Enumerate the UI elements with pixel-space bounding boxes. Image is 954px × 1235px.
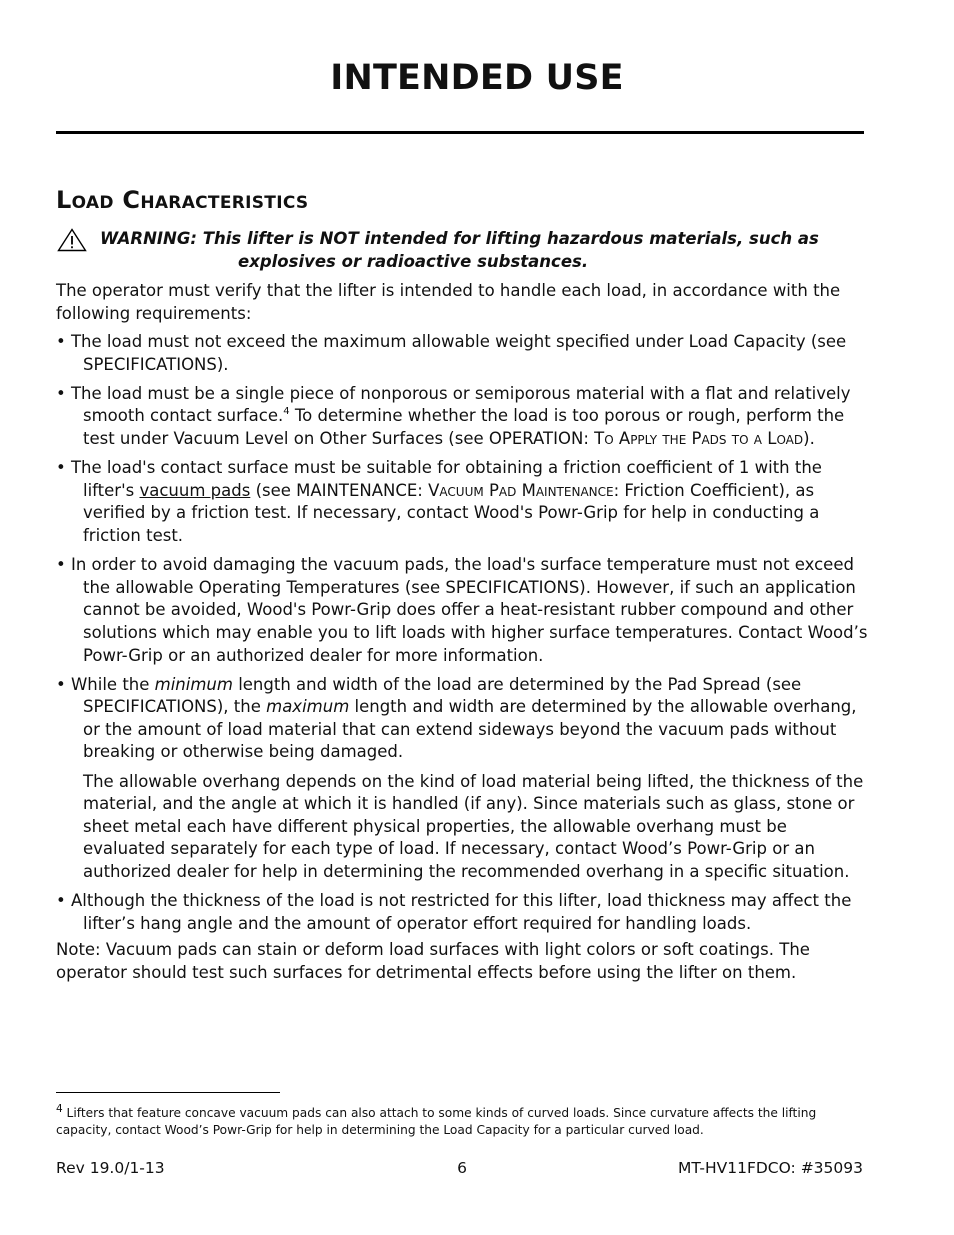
warning-line-2: explosives or radioactive substances.: [238, 252, 589, 271]
section-reference: To Apply the Pads to a Load: [594, 428, 804, 448]
text-segment: • The load's contact surface must be suitable for obtaining a friction coefficient of 1 with the lifter's: [56, 458, 822, 500]
warning-line-1: WARNING: This lifter is NOT intended for lifting hazardous materials, such as: [100, 229, 819, 248]
emphasis-minimum: minimum: [154, 674, 233, 694]
warning-triangle-icon: [57, 228, 87, 252]
list-item-friction: [56, 457, 868, 547]
footer-document-id: MT-HV11FDCO: #35093: [677, 1159, 863, 1177]
vacuum-pads-link[interactable]: vacuum pads: [139, 480, 251, 500]
list-item-dimensions: [56, 674, 868, 764]
list-item-weight: • The load must not exceed the maximum allowable weight specified under Load Capacity (see SPECIFICATIONS).: [56, 332, 847, 374]
section-reference: Vacuum Pad Maintenance: [428, 480, 614, 500]
requirements-list: [56, 331, 868, 942]
text-segment: To determine whether the load is too porous or rough, perform the test under Vacuum Level on Other Surfaces (see OPERATION:: [83, 406, 845, 448]
text-segment: length and width are determined by the allowable overhang, or the amount of load material that can extend sideways beyond the vacuum pads without breaking or otherwise being damaged.: [83, 697, 857, 762]
overhang-paragraph: The allowable overhang depends on the kind of load material being lifted, the thickness of the material, and the angle at which it is handled (if any). Since materials such as glass, stone or sheet metal each have different physical properties, the allowable overhang must be evaluated separately for each type of load. If necessary, contact Wood’s Powr-Grip or an authorized dealer for help in determining the recommended overhang in a specific situation.: [83, 771, 864, 882]
page-title: INTENDED USE: [330, 58, 624, 98]
intro-paragraph: The operator must verify that the lifter is intended to handle each load, in accordance with the following requirements:: [56, 281, 841, 323]
footnote-number: 4: [56, 1103, 63, 1115]
text-segment: • While the: [56, 674, 155, 694]
footnote-divider: [56, 1092, 280, 1093]
text-segment: length and width of the load are determined by the Pad Spread (see SPECIFICATIONS), the: [83, 674, 802, 717]
section-heading: Load Characteristics: [56, 186, 309, 214]
text-segment: ).: [803, 428, 815, 448]
list-item-thickness: • Although the thickness of the load is not restricted for this lifter, load thickness may affect the lifter’s hang angle and the amount of operator effort required for handling loads.: [56, 891, 852, 933]
warning-message: [100, 227, 860, 273]
title-divider: [56, 131, 864, 134]
text-segment: : Friction Coefficient), as verified by a friction test. If necessary, contact Wood's Powr-Grip for help in conducting a friction test.: [83, 480, 820, 545]
footer-page-number: 6: [457, 1159, 467, 1177]
list-item-material: [56, 383, 868, 451]
text-segment: • The load must be a single piece of nonporous or semiporous material with a flat and relatively smooth contact surface.: [56, 383, 851, 426]
footer-revision: Rev 19.0/1-13: [56, 1159, 165, 1177]
list-item-temperature: • In order to avoid damaging the vacuum pads, the load's surface temperature must not exceed the allowable Operating Temperatures (see SPECIFICATIONS). However, if such an application cannot be avoided, Wood's Powr-Grip does offer a heat-resistant rubber compound and other solutions which may enable you to lift loads with higher surface temperatures. Contact Wood’s Powr-Grip or an authorized dealer for more information.: [56, 555, 868, 665]
note-paragraph: Note: Vacuum pads can stain or deform load surfaces with light colors or soft coatings. The operator should test such surfaces for detrimental effects before using the lifter on them.: [56, 940, 810, 982]
text-segment: (see MAINTENANCE:: [250, 480, 429, 500]
footnote: [56, 1105, 868, 1139]
footnote-text: Lifters that feature concave vacuum pads can also attach to some kinds of curved loads. Since curvature affects the lifting capacity, contact Wood’s Powr-Grip for help in determining the Load Capacity for a particular curved load.: [56, 1106, 817, 1137]
emphasis-maximum: maximum: [266, 697, 350, 717]
footnote-reference[interactable]: 4: [283, 406, 290, 418]
